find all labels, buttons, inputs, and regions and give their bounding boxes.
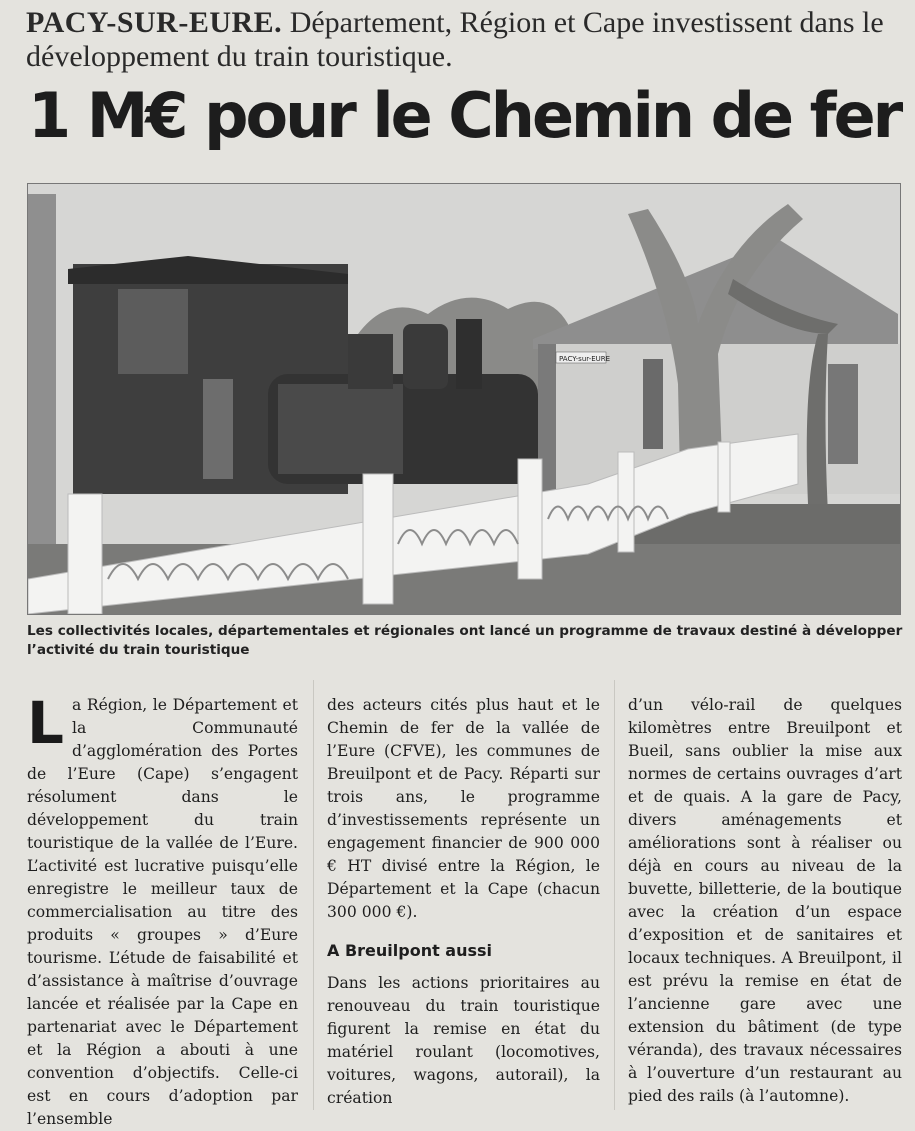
column-2-text-continued: Dans les actions prioritaires au renouveau du train touristique figurent la remise en état du matériel roulant (locomotives, voitures, wagons, autorail), la création xyxy=(327,974,600,1107)
column-3-text: d’un vélo-rail de quelques kilomètres entre Breuilpont et Bueil, sans oublier la mise aux normes de certains ouvrages d’art et de quais. A la gare de Pacy, divers aménagements et améliorations sont à réaliser ou déjà en cours au niveau de la buvette, billetterie, de la boutique avec la création d’un espace d’exposition et de sanitaires et locaux techniques. A Breuilpont, il est prévu la remise en état de l’ancienne gare avec une extension du bâtiment (de type véranda), des travaux nécessaires à l’ouverture d’un restaurant au pied des rails (à l’automne). xyxy=(628,696,902,1105)
column-divider xyxy=(313,680,314,1110)
subheading: A Breuilpont aussi xyxy=(327,941,493,960)
station-sign-text: PACY-sur-EURE xyxy=(559,355,611,363)
kicker-text: Département, Région et Cape investissent dans le développement du train touristique. xyxy=(26,6,884,73)
article-photo xyxy=(27,183,901,615)
column-divider xyxy=(614,680,615,1110)
headline: 1 M€ pour le Chemin de fer xyxy=(28,79,901,152)
column-2-text: des acteurs cités plus haut et le Chemin de fer de la vallée de l’Eure (CFVE), les communes de Breuilpont et de Pacy. Réparti sur trois ans, le programme d’investissements représente un engagement financier de 900 000 € HT divisé entre la Région, le Département et la Cape (chacun 300 000 €). xyxy=(327,696,600,921)
article-column-2 xyxy=(327,694,600,1110)
article-column-1 xyxy=(27,689,298,1131)
drop-cap: L xyxy=(27,689,64,757)
kicker-line xyxy=(26,6,906,74)
column-1-text: a Région, le Département et la Communauté d’agglomération des Portes de l’Eure (Cape) s’engagent résolument dans le développement du train touristique de la vallée de l’Eure. L’activité est lucrative puisqu’elle enregistre le meilleur taux de commercialisation au titre des produits « groupes » d’Eure tourisme. L’étude de faisabilité et d’assistance à maîtrise d’ouvrage lancée et réalisée par la Cape en partenariat avec le Département et la Région a abouti à une convention d’objectifs. Celle-ci est en cours d’adoption par l’ensemble xyxy=(27,696,298,1128)
photo-caption: Les collectivités locales, départementales et régionales ont lancé un programme de travaux destiné à développer l’activité du train touristique xyxy=(27,623,903,658)
place-name: PACY-SUR-EURE. xyxy=(26,6,283,39)
article-column-3 xyxy=(628,694,902,1108)
